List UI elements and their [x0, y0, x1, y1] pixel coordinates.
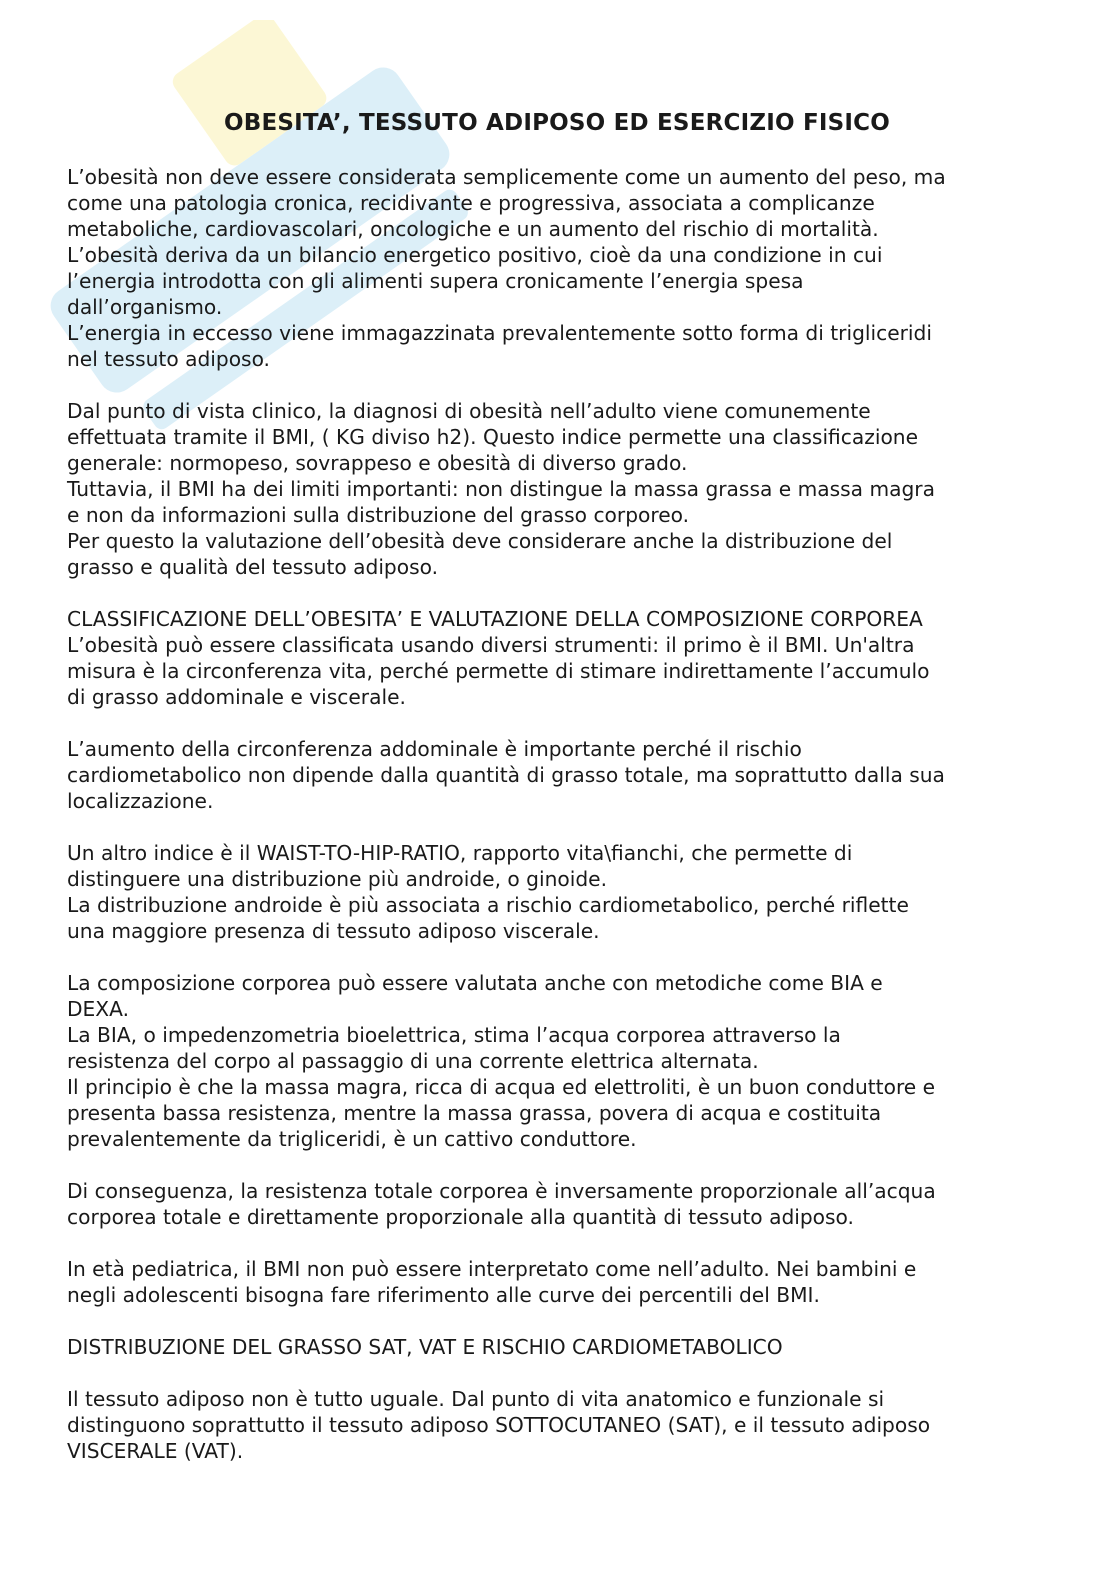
- text-line: L’obesità deriva da un bilancio energetico positivo, cioè da una condizione in cui: [67, 243, 883, 267]
- text-line: nel tessuto adiposo.: [67, 347, 270, 371]
- text-line: presenta bassa resistenza, mentre la massa grassa, povera di acqua e costituita: [67, 1101, 882, 1125]
- text-line: L’obesità può essere classificata usando diversi strumenti: il primo è il BMI. Un'altra: [67, 633, 915, 657]
- paragraph: [67, 840, 1047, 944]
- text-line: VISCERALE (VAT).: [67, 1439, 244, 1463]
- text-line: localizzazione.: [67, 789, 214, 813]
- paragraph: [67, 736, 1047, 814]
- text-line: di grasso addominale e viscerale.: [67, 685, 406, 709]
- text-line: cardiometabolico non dipende dalla quantità di grasso totale, ma soprattutto dalla sua: [67, 763, 945, 787]
- text-line: resistenza del corpo al passaggio di una corrente elettrica alternata.: [67, 1049, 759, 1073]
- text-line: La BIA, o impedenzometria bioelettrica, stima l’acqua corporea attraverso la: [67, 1023, 841, 1047]
- text-line: La distribuzione androide è più associata a rischio cardiometabolico, perché riflette: [67, 893, 909, 917]
- text-line: In età pediatrica, il BMI non può essere interpretato come nell’adulto. Nei bambini e: [67, 1257, 917, 1281]
- text-line: grasso e qualità del tessuto adiposo.: [67, 555, 439, 579]
- paragraph: [67, 1386, 1047, 1464]
- text-line: L’obesità non deve essere considerata semplicemente come un aumento del peso, ma: [67, 165, 946, 189]
- document-title: OBESITA’, TESSUTO ADIPOSO ED ESERCIZIO FISICO: [224, 110, 890, 136]
- text-line: La composizione corporea può essere valutata anche con metodiche come BIA e: [67, 971, 883, 995]
- document-body: [67, 164, 1047, 1464]
- text-line: DISTRIBUZIONE DEL GRASSO SAT, VAT E RISCHIO CARDIOMETABOLICO: [67, 1335, 783, 1359]
- text-line: DEXA.: [67, 997, 130, 1021]
- text-line: Per questo la valutazione dell’obesità deve considerare anche la distribuzione del: [67, 529, 893, 553]
- text-line: Il tessuto adiposo non è tutto uguale. Dal punto di vita anatomico e funzionale si: [67, 1387, 885, 1411]
- paragraph: [67, 398, 1047, 580]
- text-line: Dal punto di vista clinico, la diagnosi di obesità nell’adulto viene comunemente: [67, 399, 871, 423]
- text-line: effettuata tramite il BMI, ( KG diviso h2). Questo indice permette una classificazione: [67, 425, 919, 449]
- text-line: Un altro indice è il WAIST-TO-HIP-RATIO, rapporto vita\fianchi, che permette di: [67, 841, 853, 865]
- text-line: come una patologia cronica, recidivante e progressiva, associata a complicanze: [67, 191, 875, 215]
- text-line: dall’organismo.: [67, 295, 223, 319]
- paragraph: [67, 606, 1047, 710]
- paragraph: [67, 164, 1047, 372]
- text-line: l’energia introdotta con gli alimenti supera cronicamente l’energia spesa: [67, 269, 804, 293]
- text-line: metaboliche, cardiovascolari, oncologiche e un aumento del rischio di mortalità.: [67, 217, 879, 241]
- text-line: distinguere una distribuzione più androide, o ginoide.: [67, 867, 608, 891]
- text-line: negli adolescenti bisogna fare riferimento alle curve dei percentili del BMI.: [67, 1283, 820, 1307]
- text-line: Di conseguenza, la resistenza totale corporea è inversamente proporzionale all’acqua: [67, 1179, 936, 1203]
- text-line: Tuttavia, il BMI ha dei limiti importanti: non distingue la massa grassa e massa magra: [67, 477, 935, 501]
- text-line: misura è la circonferenza vita, perché permette di stimare indirettamente l’accumulo: [67, 659, 930, 683]
- paragraph: [67, 970, 1047, 1152]
- text-line: distinguono soprattutto il tessuto adiposo SOTTOCUTANEO (SAT), e il tessuto adiposo: [67, 1413, 931, 1437]
- text-line: CLASSIFICAZIONE DELL’OBESITA’ E VALUTAZIONE DELLA COMPOSIZIONE CORPOREA: [67, 607, 923, 631]
- paragraph: [67, 1334, 1047, 1360]
- text-line: Il principio è che la massa magra, ricca di acqua ed elettroliti, è un buon conduttore e: [67, 1075, 936, 1099]
- text-line: prevalentemente da trigliceridi, è un cattivo conduttore.: [67, 1127, 637, 1151]
- text-line: una maggiore presenza di tessuto adiposo viscerale.: [67, 919, 600, 943]
- text-line: generale: normopeso, sovrappeso e obesità di diverso grado.: [67, 451, 688, 475]
- paragraph: [67, 1178, 1047, 1230]
- paragraph: [67, 1256, 1047, 1308]
- document-page: [67, 108, 1047, 1490]
- text-line: L’aumento della circonferenza addominale è importante perché il rischio: [67, 737, 802, 761]
- text-line: L’energia in eccesso viene immagazzinata prevalentemente sotto forma di trigliceridi: [67, 321, 932, 345]
- text-line: corporea totale e direttamente proporzionale alla quantità di tessuto adiposo.: [67, 1205, 854, 1229]
- text-line: e non da informazioni sulla distribuzione del grasso corporeo.: [67, 503, 690, 527]
